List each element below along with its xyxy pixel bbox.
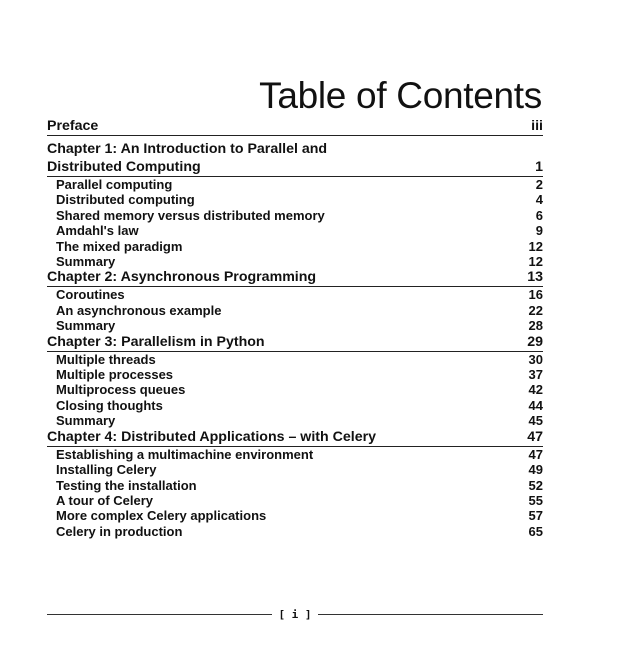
page-number: [ i ] — [278, 608, 312, 621]
toc-section-page: 2 — [535, 177, 543, 192]
toc-section-title: Establishing a multimachine environment — [56, 446, 314, 462]
toc-entry-page: iii — [531, 118, 543, 134]
toc-section[interactable] — [47, 367, 543, 382]
page-footer — [47, 608, 543, 621]
toc-section-page: 22 — [528, 302, 543, 318]
toc-chapter-page: 47 — [527, 428, 543, 445]
toc-section-title: Parallel computing — [56, 177, 173, 192]
toc-section-page: 49 — [528, 462, 543, 478]
toc-chapter-4[interactable] — [47, 429, 543, 447]
toc-chapter-2[interactable] — [47, 269, 543, 287]
toc-section-title: Summary — [56, 318, 116, 334]
toc-section[interactable] — [47, 303, 543, 318]
toc-section[interactable] — [47, 208, 543, 223]
toc-section-page: 55 — [528, 492, 543, 508]
toc-section-page: 6 — [535, 207, 543, 223]
toc-section[interactable] — [47, 398, 543, 413]
toc-chapter-page: 1 — [535, 159, 543, 175]
toc-chapter-1[interactable] — [47, 140, 543, 177]
toc-section-title: Multiple threads — [56, 351, 156, 367]
toc-section-title: Shared memory versus distributed memory — [56, 207, 325, 223]
toc-section[interactable] — [47, 413, 543, 428]
toc-section-title: The mixed paradigm — [56, 238, 183, 254]
footer-rule-right — [318, 614, 543, 615]
toc-section-title: More complex Celery applications — [56, 508, 267, 524]
toc-section-page: 44 — [528, 397, 543, 413]
toc-chapter-title: Chapter 4: Distributed Applications – with Celery — [47, 428, 376, 445]
toc-section-page: 9 — [535, 223, 543, 239]
toc-entry-title: Preface — [47, 118, 99, 134]
toc-section-page: 42 — [528, 382, 543, 398]
table-of-contents — [47, 118, 543, 539]
toc-chapter-page: 29 — [527, 333, 543, 350]
page-title: Table of Contents — [259, 74, 542, 116]
toc-section-title: Summary — [56, 413, 116, 429]
toc-section-page: 52 — [528, 477, 543, 493]
toc-section-title: Summary — [56, 254, 116, 270]
toc-section[interactable] — [47, 508, 543, 523]
toc-section-page: 45 — [528, 413, 543, 429]
toc-chapter-title: Chapter 1: An Introduction to Parallel and Distributed Computing — [47, 141, 328, 175]
toc-section-title: Distributed computing — [56, 192, 195, 208]
toc-section-page: 12 — [528, 254, 543, 270]
toc-section-page: 28 — [528, 318, 543, 334]
toc-section[interactable] — [47, 177, 543, 192]
toc-section-title: Celery in production — [56, 523, 183, 539]
toc-section-page: 57 — [528, 508, 543, 524]
toc-section[interactable] — [47, 254, 543, 269]
toc-preface[interactable] — [47, 118, 543, 136]
toc-section[interactable] — [47, 524, 543, 539]
toc-section-title: Testing the installation — [56, 477, 197, 493]
toc-section[interactable] — [47, 239, 543, 254]
toc-section-title: Multiple processes — [56, 367, 174, 383]
toc-section-page: 47 — [528, 446, 543, 462]
toc-section-title: Multiprocess queues — [56, 382, 186, 398]
toc-section[interactable] — [47, 447, 543, 462]
toc-section-page: 30 — [528, 351, 543, 367]
toc-section[interactable] — [47, 352, 543, 367]
toc-section-title: Installing Celery — [56, 462, 157, 478]
toc-section[interactable] — [47, 493, 543, 508]
toc-section-title: An asynchronous example — [56, 302, 222, 318]
toc-section[interactable] — [47, 223, 543, 238]
toc-section-title: Amdahl's law — [56, 223, 139, 239]
toc-section[interactable] — [47, 462, 543, 477]
toc-section-page: 37 — [528, 367, 543, 383]
toc-section[interactable] — [47, 382, 543, 397]
toc-section[interactable] — [47, 287, 543, 302]
toc-chapter-title: Chapter 3: Parallelism in Python — [47, 333, 265, 350]
toc-section-title: Closing thoughts — [56, 397, 163, 413]
toc-section-title: A tour of Celery — [56, 492, 154, 508]
toc-section[interactable] — [47, 318, 543, 333]
toc-section-page: 4 — [535, 192, 543, 208]
footer-rule-left — [47, 614, 272, 615]
toc-section-page: 16 — [528, 287, 543, 303]
toc-section[interactable] — [47, 192, 543, 207]
toc-chapter-title: Chapter 2: Asynchronous Programming — [47, 269, 317, 286]
toc-section-page: 65 — [528, 523, 543, 539]
toc-section-page: 12 — [528, 238, 543, 254]
toc-chapter-page: 13 — [527, 269, 543, 286]
toc-section-title: Coroutines — [56, 287, 125, 303]
toc-section[interactable] — [47, 478, 543, 493]
toc-chapter-3[interactable] — [47, 334, 543, 352]
